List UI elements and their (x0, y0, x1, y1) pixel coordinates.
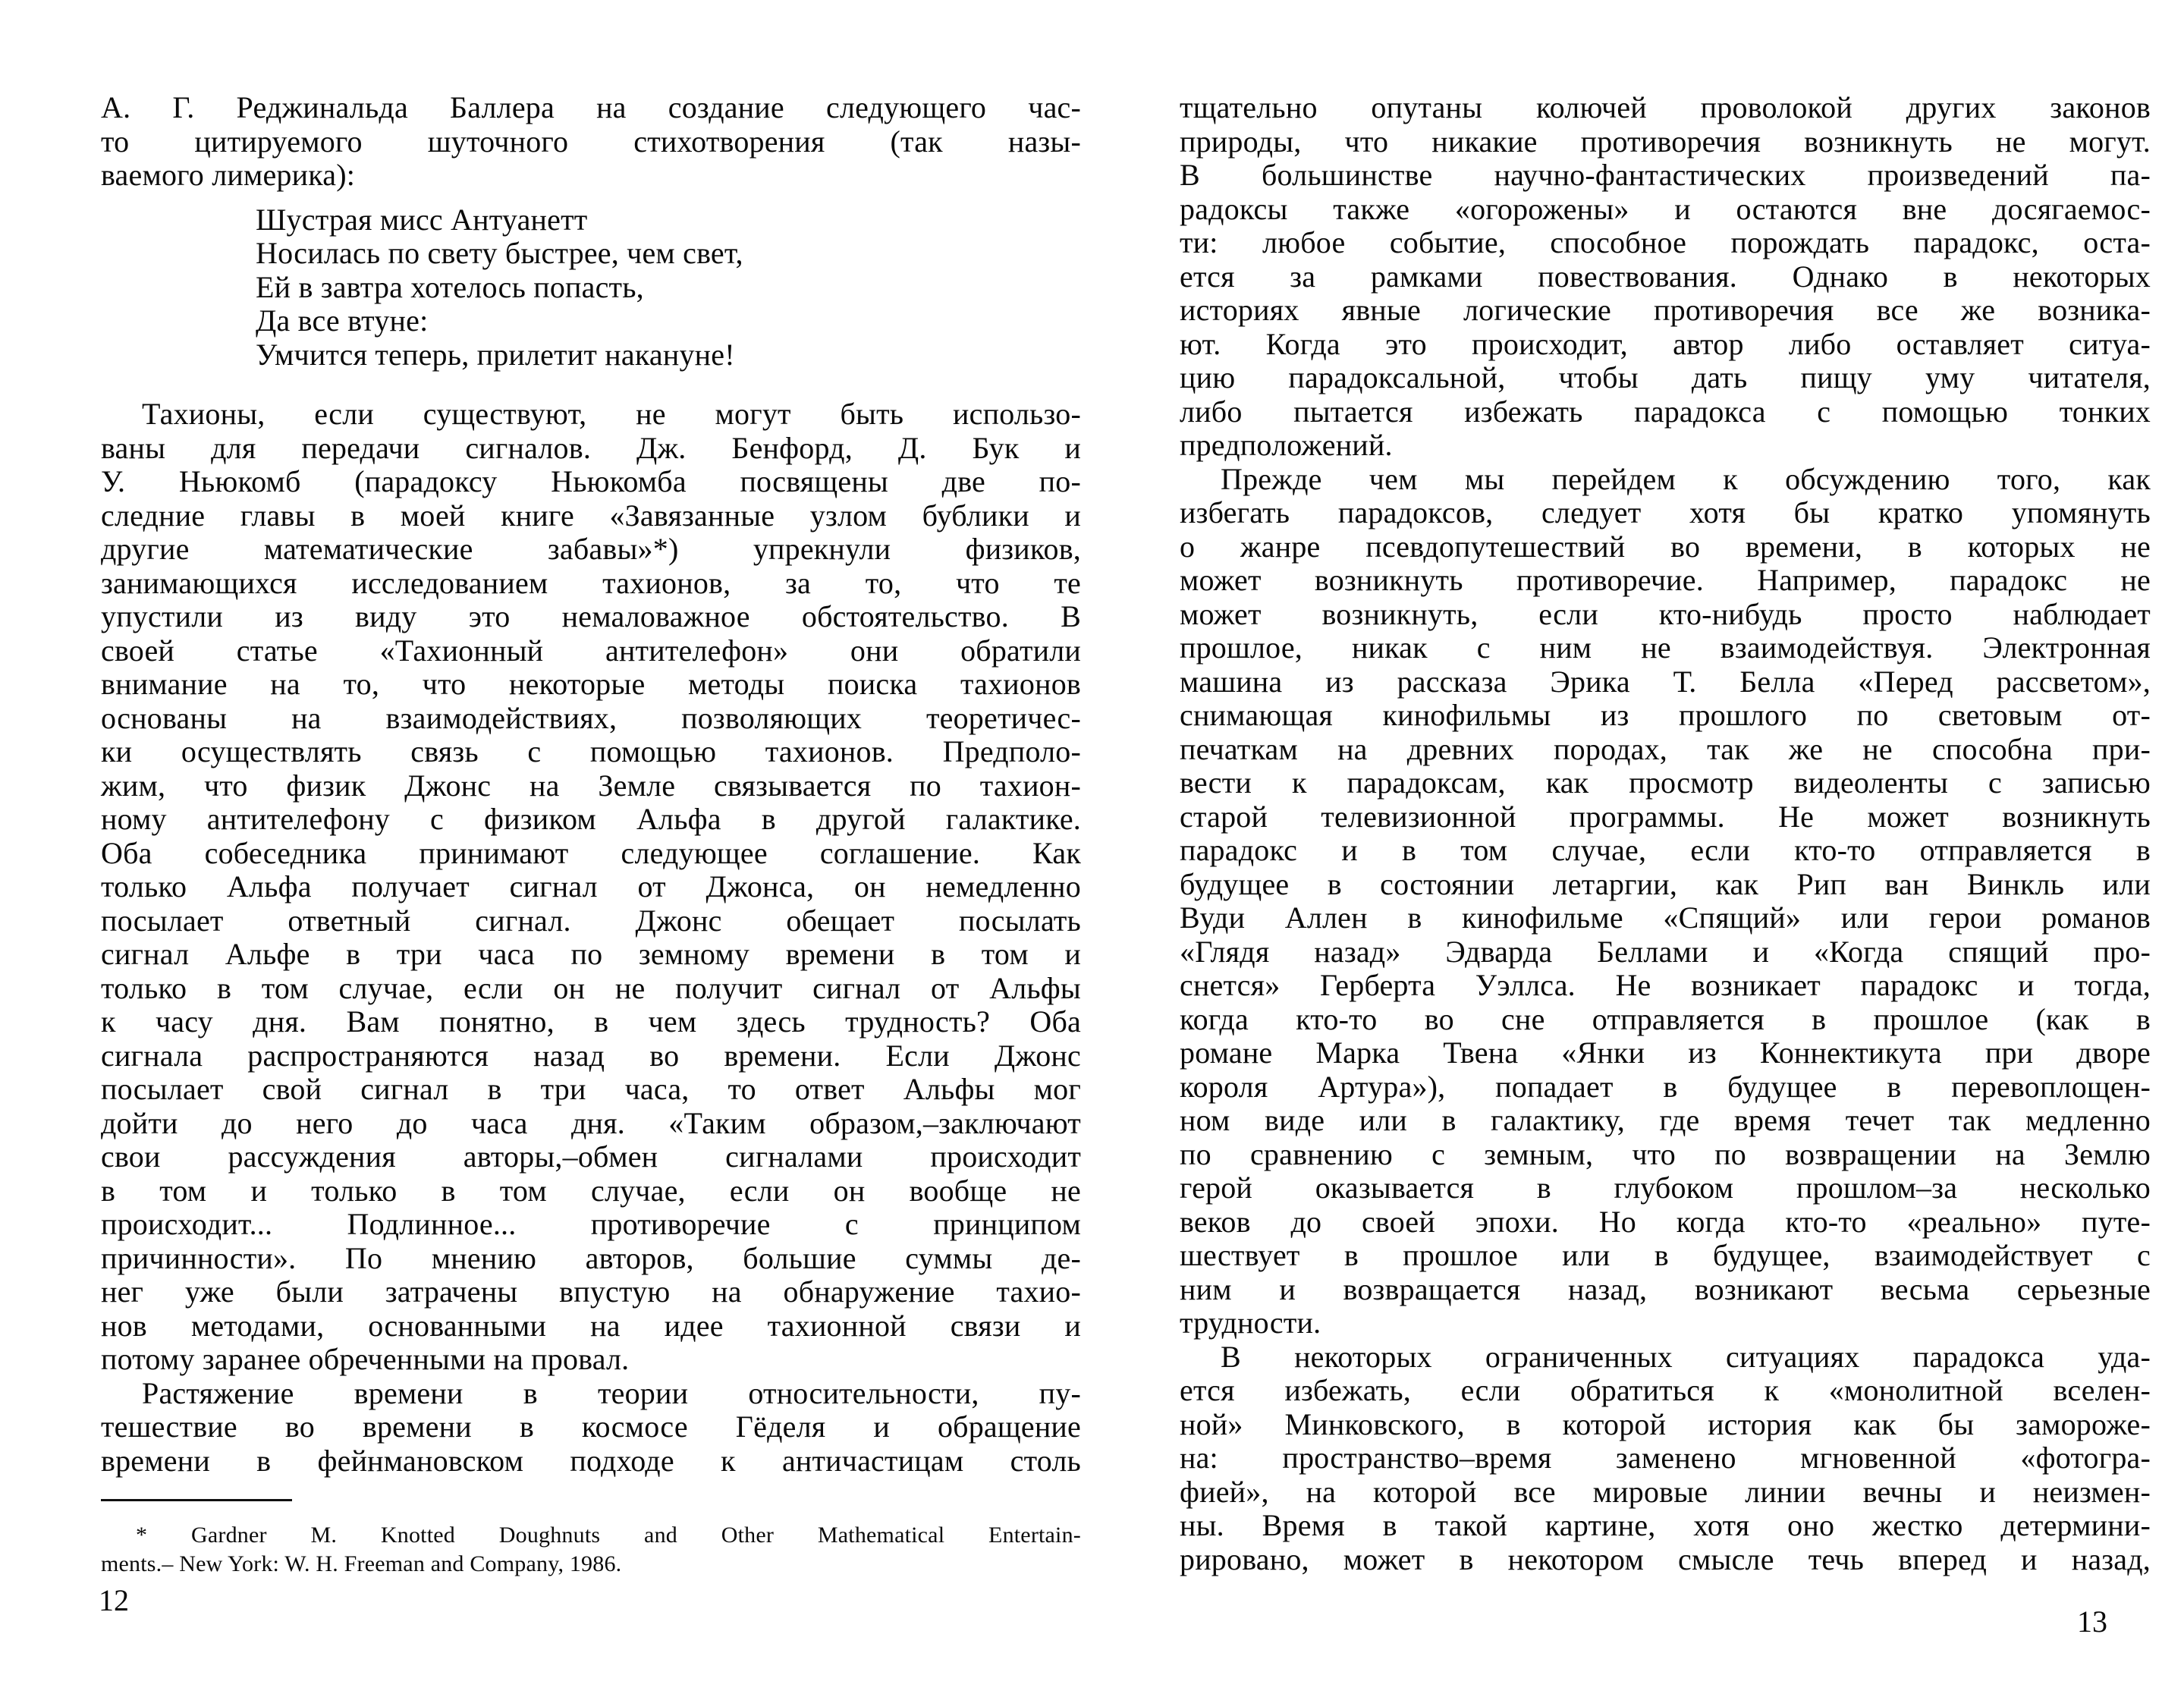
text-line: избегать парадоксов, следует хотя бы кратко упомянуть (1180, 495, 2151, 530)
text-line: ки осуществлять связь с помощью тахионов. Предполо- (101, 734, 1081, 768)
page-13 (1180, 91, 2151, 1576)
text-line: У. Ньюкомб (парадоксу Ньюкомба посвящены две по- (101, 464, 1081, 498)
text-line: только Альфа получает сигнал от Джонса, он немедленно (101, 869, 1081, 903)
text-line: Тахионы, если существуют, не могут быть использо- (142, 397, 1081, 431)
text-line: В некоторых ограниченных ситуациях парадокса уда- (1221, 1339, 2151, 1374)
text-line: основаны на взаимодействиях, позволяющих теоретичес- (101, 700, 1081, 735)
text-line: нов методами, основанными на идее тахионной связи и (101, 1308, 1081, 1343)
text-line: вести к парадоксам, как просмотр видеоленты с записью (1180, 765, 2151, 800)
text-line: ется за рамками повествования. Однако в некоторых (1180, 259, 2151, 294)
text-line: снимающая кинофильмы из прошлого по световым от- (1180, 698, 2151, 732)
text-line: веков до своей эпохи. Но когда кто-то «реально» путе- (1180, 1204, 2151, 1239)
text-line: может возникнуть, если кто-нибудь просто наблюдает (1180, 596, 2151, 631)
text-line: ны. Время в такой картине, хотя оно жестко детермини- (1180, 1508, 2151, 1542)
text-line: прошлое, никак с ним не взаимодействуя. Электронная (1180, 630, 2151, 665)
text-line: Умчится теперь, прилетит накануне! (256, 337, 735, 372)
text-line: А. Г. Реджинальда Баллера на создание следующего час- (101, 90, 1081, 124)
text-line: происходит... Подлинное... противоречие с принципом (101, 1207, 1081, 1241)
text-line: * Gardner M. Knotted Doughnuts and Other Mathematical Entertain- (136, 1523, 1081, 1548)
text-line: сигнал Альфе в три часа по земному времени в том и (101, 937, 1081, 971)
text-line: тщательно опутаны колючей проволокой других законов (1180, 90, 2151, 124)
text-line: занимающихся исследованием тахионов, за то, что те (101, 565, 1081, 600)
text-line: будущее в состоянии летаргии, как Рип ван Винкль или (1180, 866, 2151, 901)
time-dilation-paragraph (101, 1377, 1081, 1479)
pseudo-travel-paragraph (1180, 463, 2151, 1340)
text-line: печаткам на древних породах, так же не способна при- (1180, 731, 2151, 766)
text-line: природы, что никакие противоречия возникнуть не могут. (1180, 124, 2151, 159)
page-12 (101, 91, 1081, 1579)
text-line: историях явные логические противоречия все же возника- (1180, 293, 2151, 327)
text-line: свои рассуждения авторы,–обмен сигналами происходит (101, 1139, 1081, 1174)
text-line: Вуди Аллен в кинофильме «Спящий» или герои романов (1180, 900, 2151, 935)
page-number-left: 12 (99, 1583, 129, 1617)
text-line: времени в фейнмановском подходе к античастицам столь (101, 1443, 1081, 1478)
page-number-right: 13 (2077, 1604, 2107, 1639)
text-line: ваемого лимерика): (101, 158, 356, 192)
text-line: посылает свой сигнал в три часа, то ответ Альфы мог (101, 1072, 1081, 1106)
text-line: потому заранее обреченными на провал. (101, 1342, 630, 1376)
text-line: ments.– New York: W. H. Freeman and Company, 1986. (101, 1551, 622, 1576)
text-line: парадокс и в том случае, если кто-то отправляется в (1180, 833, 2151, 867)
text-line: ют. Когда это происходит, автор либо оставляет ситуа- (1180, 326, 2151, 361)
text-line: другие математические забавы»*) упрекнули физиков, (101, 532, 1081, 566)
text-line: то цитируемого шуточного стихотворения (так назы- (101, 124, 1081, 159)
text-line: ваны для передачи сигналов. Дж. Бенфорд, Д. Бук и (101, 430, 1081, 465)
text-line: на: пространство–время заменено мгновенной «фотогра- (1180, 1441, 2151, 1475)
text-line: тешествие во времени в космосе Гёделя и обращение (101, 1409, 1081, 1444)
text-line: к часу дня. Вам понятно, в чем здесь трудность? Оба (101, 1004, 1081, 1039)
text-line: о жанре псевдопутешествий во времени, в которых не (1180, 529, 2151, 564)
text-line: рировано, может в некотором смысле течь вперед и назад, (1180, 1541, 2151, 1576)
text-line: Оба собеседника принимают следующее соглашение. Как (101, 835, 1081, 870)
text-line: Ей в завтра хотелось попасть, (256, 269, 644, 304)
text-line: может возникнуть противоречие. Например, парадокс не (1180, 563, 2151, 597)
text-line: ном виде или в галактику, где время течет так медленно (1180, 1103, 2151, 1137)
text-line: Шустрая мисс Антуанетт (256, 202, 588, 237)
text-line: трудности. (1180, 1306, 1321, 1340)
text-line: только в том случае, если он не получит сигнал от Альфы (101, 970, 1081, 1005)
text-line: старой телевизионной программы. Не может возникнуть (1180, 799, 2151, 834)
text-line: «Глядя назад» Эдварда Беллами и «Когда спящий про- (1180, 934, 2151, 969)
text-line: причинности». По мнению авторов, большие суммы де- (101, 1240, 1081, 1275)
text-line: дойти до него до часа дня. «Таким образом,–заключают (101, 1105, 1081, 1140)
intro-paragraph (101, 91, 1081, 193)
text-line: шествует в прошлое или в будущее, взаимодействует с (1180, 1238, 2151, 1272)
text-line: снется» Герберта Уэллса. Не возникает парадокс и тогда, (1180, 968, 2151, 1002)
text-line: фией», на которой все мировые линии вечны и неизмен- (1180, 1474, 2151, 1509)
text-line: в том и только в том случае, если он вообще не (101, 1173, 1081, 1208)
text-line: цию парадоксальной, чтобы дать пищу уму читателя, (1180, 360, 2151, 394)
text-line: ется избежать, если обратиться к «монолитной вселен- (1180, 1373, 2151, 1407)
text-line: ним и возвращается назад, возникают весьма серьезные (1180, 1271, 2151, 1306)
text-line: ти: любое событие, способное порождать парадокс, оста- (1180, 225, 2151, 259)
text-line: упустили из виду это немаловажное обстоятельство. В (101, 599, 1081, 633)
text-line: Прежде чем мы перейдем к обсуждению того, как (1221, 461, 2151, 496)
block-universe-paragraph (1180, 1340, 2151, 1577)
text-line: ному антителефону с физиком Альфа в другой галактике. (101, 802, 1081, 836)
text-line: своей статье «Тахионный антителефон» они обратили (101, 633, 1081, 668)
text-line: романе Марка Твена «Янки из Коннектикута при дворе (1180, 1035, 2151, 1070)
continuation-paragraph (1180, 91, 2151, 463)
text-line: радоксы также «огорожены» и остаются вне досягаемос- (1180, 191, 2151, 226)
text-line: машина из рассказа Эрика Т. Белла «Перед рассветом», (1180, 664, 2151, 699)
footnote (101, 1521, 1081, 1579)
text-line: герой оказывается в глубоком прошлом–за несколько (1180, 1171, 2151, 1205)
text-line: либо пытается избежать парадокса с помощью тонких (1180, 394, 2151, 429)
text-line: Да все втуне: (256, 303, 429, 338)
text-line: ной» Минковского, в которой история как бы замороже- (1180, 1406, 2151, 1441)
text-line: предположений. (1180, 428, 1393, 462)
text-line: сигнала распространяются назад во времени. Если Джонс (101, 1038, 1081, 1073)
text-line: жим, что физик Джонс на Земле связывается по тахион- (101, 768, 1081, 803)
text-line: короля Артура»), попадает в будущее в перевоплощен- (1180, 1069, 2151, 1104)
text-line: В большинстве научно-фантастических произведений па- (1180, 158, 2151, 192)
text-line: по сравнению с земным, что по возвращении на Землю (1180, 1136, 2151, 1171)
text-line: нег уже были затрачены впустую на обнаружение тахио- (101, 1274, 1081, 1309)
text-line: посылает ответный сигнал. Джонс обещает посылать (101, 903, 1081, 938)
footnote-divider (101, 1499, 292, 1501)
text-line: следние главы в моей книге «Завязанные узлом бублики и (101, 498, 1081, 533)
text-line: внимание на то, что некоторые методы поиска тахионов (101, 667, 1081, 701)
limerick (256, 203, 1081, 372)
text-line: Носилась по свету быстрее, чем свет, (256, 236, 743, 270)
text-line: Растяжение времени в теории относительности, пу- (142, 1375, 1081, 1410)
tachyon-paragraph (101, 398, 1081, 1377)
text-line: когда кто-то во сне отправляется в прошлое (как в (1180, 1001, 2151, 1036)
